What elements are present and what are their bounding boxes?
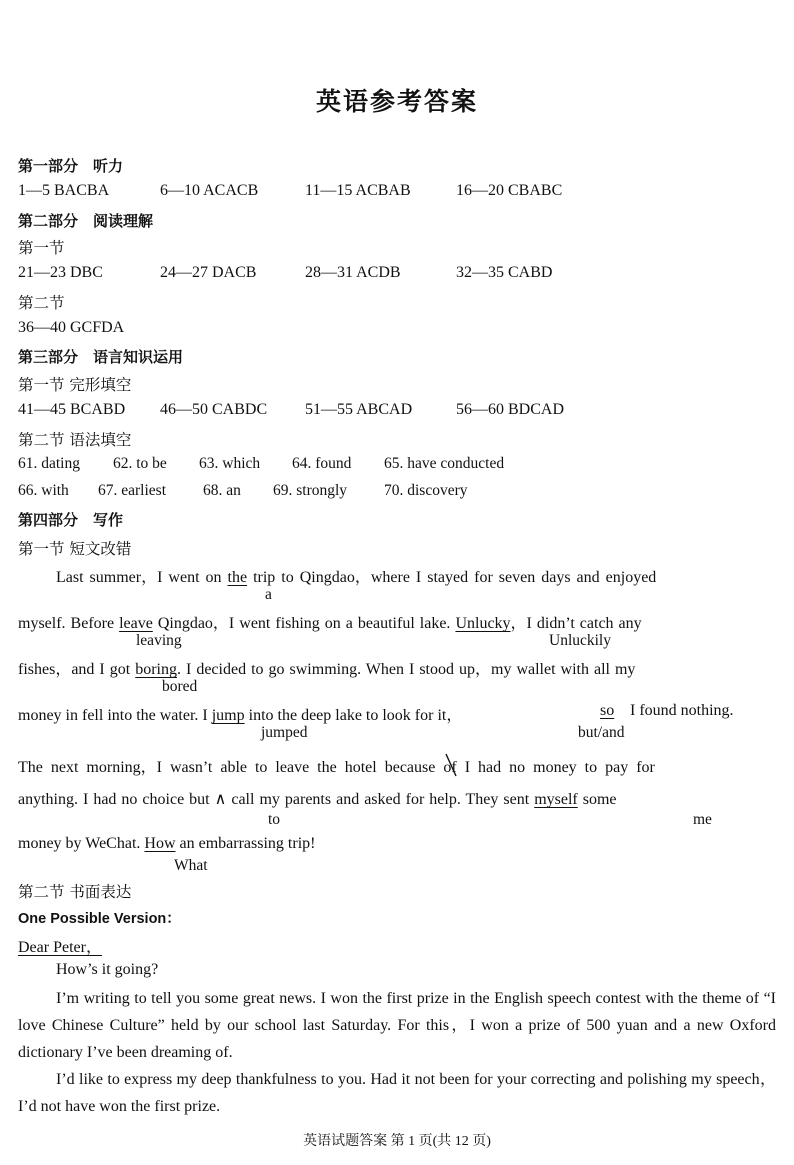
correction-line-3 xyxy=(18,656,635,679)
correction-text: into the deep lake to look for it， xyxy=(244,707,463,724)
correction-fix: Unluckily xyxy=(549,632,611,649)
correction-text: some xyxy=(577,791,617,808)
correction-error: How xyxy=(144,835,176,852)
part2-section2-answer: 36—40 GCFDA xyxy=(18,319,125,336)
part1-answer-2: 6—10 ACACB xyxy=(160,182,259,199)
part3-answer-2: 46—50 CABDC xyxy=(160,401,268,418)
correction-error: boring xyxy=(135,661,177,678)
part3-section1-label: 第一节 完形填空 xyxy=(18,376,132,394)
part3-answer-1: 41—45 BCABD xyxy=(18,401,126,418)
correction-fix: What xyxy=(174,857,208,874)
part2-section2-label: 第二节 xyxy=(18,294,65,312)
part2-answer-4: 32—35 CABD xyxy=(456,264,553,281)
part2-answer-3: 28—31 ACDB xyxy=(305,264,401,281)
correction-text: money in fell into the water. I xyxy=(18,707,212,724)
deletion-mark-icon xyxy=(445,753,457,777)
correction-text: myself. Before xyxy=(18,615,120,632)
part3-answer-4: 56—60 BDCAD xyxy=(456,401,565,418)
part2-heading: 第二部分 阅读理解 xyxy=(18,212,154,230)
insert-caret-icon: ∧ xyxy=(214,791,227,808)
correction-insert xyxy=(600,702,614,720)
part2-answer-2: 24—27 DACB xyxy=(160,264,257,281)
correction-line-6 xyxy=(18,789,617,809)
correction-line-1 xyxy=(56,564,656,587)
correction-fix: jumped xyxy=(261,724,308,741)
part1-answer-1: 1—5 BACBA xyxy=(18,182,110,199)
page-title: 英语参考答案 xyxy=(315,89,478,116)
grammar-item-66: 66. with xyxy=(18,482,69,499)
grammar-item-68: 68. an xyxy=(203,482,241,499)
correction-text: trip to Qingdao，where I stayed for seven days and enjoyed xyxy=(247,569,657,586)
grammar-item-63: 63. which xyxy=(199,455,261,472)
correction-line-4 xyxy=(18,702,462,725)
correction-line-7 xyxy=(18,835,315,853)
part3-heading: 第三部分 语言知识运用 xyxy=(18,348,184,366)
letter-salutation: Dear Peter， xyxy=(18,939,102,956)
letter-paragraph-2: I’d like to express my deep thankfulness to you. Had it not been for your correcting and polishing my speech，I’d not have won the first prize. xyxy=(18,1071,776,1115)
correction-fix: a xyxy=(265,586,272,603)
letter-paragraph-1: I’m writing to tell you some great news. I won the first prize in the English speech contest with the theme of “I love Chinese Culture” held by our school last Saturday. For this，I won a prize of 500 yuan and a new Oxford dictionary I’ve been dreaming of. xyxy=(18,990,776,1061)
correction-error: leave xyxy=(119,615,153,632)
grammar-item-64: 64. found xyxy=(292,455,352,472)
correction-error: Unlucky xyxy=(455,615,511,632)
correction-text: call my parents and asked for help. They sent xyxy=(226,791,535,808)
correction-text: money by WeChat. xyxy=(18,835,145,852)
correction-fix: me xyxy=(693,811,712,828)
part4-section1-label: 第一节 短文改错 xyxy=(18,540,132,558)
part3-answer-3: 51—55 ABCAD xyxy=(305,401,413,418)
correction-fix: leaving xyxy=(136,632,182,649)
part2-section1-label: 第一节 xyxy=(18,239,65,257)
grammar-item-67: 67. earliest xyxy=(98,482,167,499)
correction-error: so xyxy=(600,702,615,719)
correction-text: an embarrassing trip! xyxy=(175,835,316,852)
part1-heading: 第一部分 听力 xyxy=(18,157,124,175)
grammar-item-69: 69. strongly xyxy=(273,482,348,499)
correction-text: ，I didn’t catch any xyxy=(510,615,642,632)
correction-fix: bored xyxy=(162,678,198,695)
deleted-word: of xyxy=(443,759,457,776)
letter-greeting: How’s it going? xyxy=(56,961,159,978)
correction-deletion xyxy=(443,759,456,776)
part3-section2-label: 第二节 语法填空 xyxy=(18,431,132,449)
grammar-item-61: 61. dating xyxy=(18,455,80,472)
correction-text: fishes，and I got xyxy=(18,661,136,678)
part2-answer-1: 21—23 DBC xyxy=(18,264,103,281)
correction-fix: but/and xyxy=(578,724,625,741)
correction-text: The next morning，I wasn’t able to leave the hotel because xyxy=(18,759,444,776)
part1-answer-3: 11—15 ACBAB xyxy=(305,182,411,199)
part1-answer-4: 16—20 CBABC xyxy=(456,182,563,199)
page-footer: 英语试题答案 第 1 页(共 12 页) xyxy=(303,1134,491,1149)
correction-text: Qingdao，I went fishing on a beautiful lake. xyxy=(152,615,456,632)
correction-text: I had no money to pay for xyxy=(456,759,655,776)
correction-line-4-end: I found nothing. xyxy=(630,702,734,719)
grammar-item-65: 65. have conducted xyxy=(384,455,505,472)
correction-error: myself xyxy=(534,791,578,808)
grammar-item-62: 62. to be xyxy=(113,455,167,472)
part4-heading: 第四部分 写作 xyxy=(18,511,124,529)
correction-text: anything. I had no choice but xyxy=(18,791,215,808)
grammar-item-70: 70. discovery xyxy=(384,482,468,499)
correction-fix: to xyxy=(268,811,281,828)
correction-error: the xyxy=(227,569,248,586)
correction-text: . I decided to go swimming. When I stood up，my wallet with all my xyxy=(177,661,636,678)
correction-text: Last summer，I went on xyxy=(56,569,228,586)
version-label: One Possible Version： xyxy=(18,911,181,927)
correction-error: jump xyxy=(211,707,245,724)
correction-line-2 xyxy=(18,610,642,633)
correction-line-5 xyxy=(18,754,655,777)
part4-section2-label: 第二节 书面表达 xyxy=(18,883,132,901)
